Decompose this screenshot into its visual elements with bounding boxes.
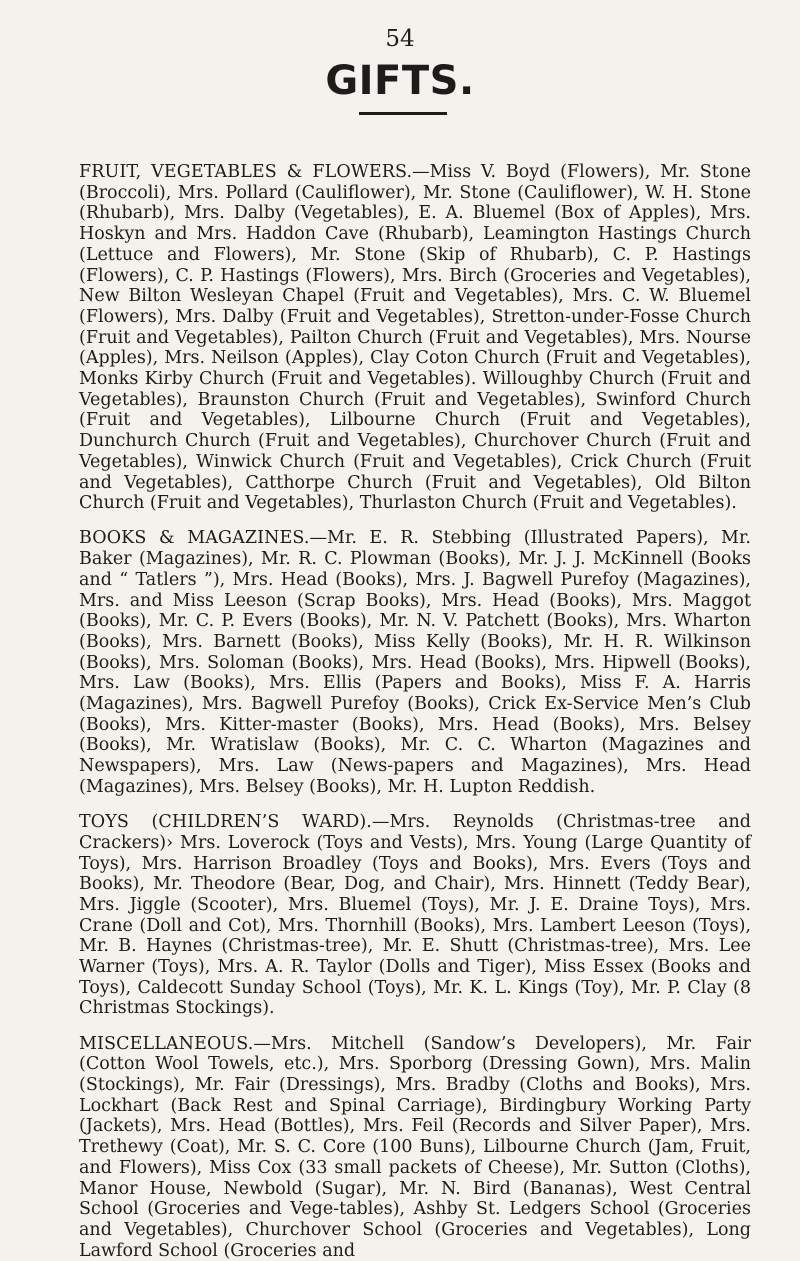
page-number: 54 [385,26,415,52]
section-heading: TOYS (CHILDREN’S WARD). [79,812,372,833]
section-text: —Miss V. Boyd (Flowers), Mr. Stone (Broccoli), Mrs. Pollard (Cauliflower), Mr. Stone (Cauliflower), W. H. Stone (Rhubarb), Mrs. Dalby (Vegetables), E. A. Bluemel (Box of Apples), Mrs. Hoskyn and Mrs. Haddon Cave (Rhubarb), Leamington Hastings Church (Lettuce and Flowers), Mr. Stone (Skip of Rhubarb), C. P. Hastings (Flowers), C. P. Hastings (Flowers), Mrs. Birch (Groceries and Vegetables), New Bilton Wesleyan Chapel (Fruit and Vegetables), Mrs. C. W. Bluemel (Flowers), Mrs. Dalby (Fruit and Vegetables), Stretton-under-Fosse Church (Fruit and Vegetables), Pailton Church (Fruit and Vegetables), Mrs. Nourse (Apples), Mrs. Neilson (Apples), Clay Coton Church (Fruit and Vegetables), Monks Kirby Church (Fruit and Vegetables). Willoughby Church (Fruit and Vegetables), Braunston Church (Fruit and Vegetables), Swinford Church (Fruit and Vegetables), Lilbourne Church (Fruit and Vegetables), Dunchurch Church (Fruit and Vegetables), Churchover Church (Fruit and Vegetables), Winwick Church (Fruit and Vegetables), Crick Church (Fruit and Vegetables), Catthorpe Church (Fruit and Vegetables), Old Bilton Church (Fruit and Vegetables), Thurlaston Church (Fruit and Vegetables). [79,162,751,514]
section-fruit-vegetables-flowers [79,162,751,514]
section-text: —Mrs. Reynolds (Christmas-tree and Crackers)› Mrs. Loverock (Toys and Vests), Mrs. Young (Large Quantity of Toys), Mrs. Harrison Broadley (Toys and Books), Mrs. Evers (Toys and Books), Mr. Theodore (Bear, Dog, and Chair), Mrs. Hinnett (Teddy Bear), Mrs. Jiggle (Scooter), Mrs. Bluemel (Toys), Mr. J. E. Draine Toys), Mrs. Crane (Doll and Cot), Mrs. Thornhill (Books), Mrs. Lambert Leeson (Toys), Mr. B. Haynes (Christmas-tree), Mr. E. Shutt (Christmas-tree), Mrs. Lee Warner (Toys), Mrs. A. R. Taylor (Dolls and Tiger), Miss Essex (Books and Toys), Caldecott Sunday School (Toys), Mr. K. L. Kings (Toy), Mr. P. Clay (8 Christmas Stockings). [79,812,751,1019]
title-underline [359,112,447,115]
section-text: —Mrs. Mitchell (Sandow’s Developers), Mr. Fair (Cotton Wool Towels, etc.), Mrs. Sporborg (Dressing Gown), Mrs. Malin (Stockings), Mr. Fair (Dressings), Mrs. Bradby (Cloths and Books), Mrs. Lockhart (Back Rest and Spinal Carriage), Birdingbury Working Party (Jackets), Mrs. Head (Bottles), Mrs. Feil (Records and Silver Paper), Mrs. Trethewy (Coat), Mr. S. C. Core (100 Buns), Lilbourne Church (Jam, Fruit, and Flowers), Miss Cox (33 small packets of Cheese), Mr. Sutton (Cloths), Manor House, Newbold (Sugar), Mr. N. Bird (Bananas), West Central School (Groceries and Vege-tables), Ashby St. Ledgers School (Groceries and Vegetables), Churchover School (Groceries and Vegetables), Long Lawford School (Groceries and [79,1033,751,1261]
section-text: —Mr. E. R. Stebbing (Illustrated Papers), Mr. Baker (Magazines), Mr. R. C. Plowman (Books), Mr. J. J. McKinnell (Books and “ Tatlers ”), Mrs. Head (Books), Mrs. J. Bagwell Purefoy (Magazines), Mrs. and Miss Leeson (Scrap Books), Mrs. Head (Books), Mrs. Maggot (Books), Mr. C. P. Evers (Books), Mr. N. V. Patchett (Books), Mrs. Wharton (Books), Mrs. Barnett (Books), Miss Kelly (Books), Mr. H. R. Wilkinson (Books), Mrs. Soloman (Books), Mrs. Head (Books), Mrs. Hipwell (Books), Mrs. Law (Books), Mrs. Ellis (Papers and Books), Miss F. A. Harris (Magazines), Mrs. Bagwell Purefoy (Books), Crick Ex-Service Men’s Club (Books), Mrs. Kitter-master (Books), Mrs. Head (Books), Mrs. Belsey (Books), Mr. Wratislaw (Books), Mr. C. C. Wharton (Magazines and Newspapers), Mrs. Law (News-papers and Magazines), Mrs. Head (Magazines), Mrs. Belsey (Books), Mr. H. Lupton Reddish. [79,528,751,797]
section-toys-childrens-ward [79,812,751,1019]
gift-list [79,162,751,1261]
section-heading: MISCELLANEOUS. [79,1033,254,1054]
section-miscellaneous [79,1034,751,1261]
section-heading: FRUIT, VEGETABLES & FLOWERS. [79,162,413,182]
section-heading: BOOKS & MAGAZINES. [79,528,310,549]
page-title: GIFTS. [325,58,475,104]
section-books-magazines [79,528,751,797]
